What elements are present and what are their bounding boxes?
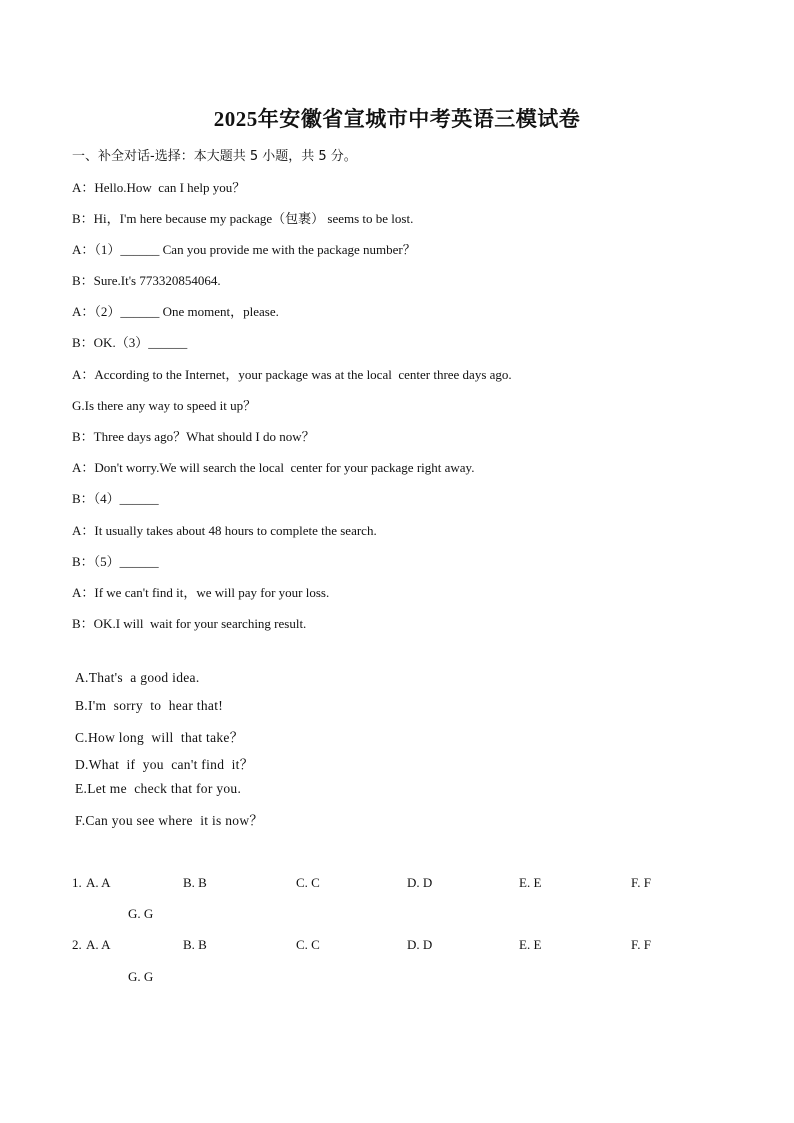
dialogue-line: B：OK.（3）______ xyxy=(72,335,188,350)
dialogue-line: A：Hello.How can I help you？ xyxy=(72,180,246,195)
option-item: B.I'm sorry to hear that! xyxy=(75,698,224,713)
choice-b[interactable]: B. B xyxy=(183,937,207,952)
dialogue-line: B：（4）______ xyxy=(72,491,159,506)
dialogue-line: A：（2）______ One moment，please. xyxy=(72,304,279,319)
choice-g[interactable]: G. G xyxy=(128,906,154,921)
dialogue-line: A：Don't worry.We will search the local center for your package right away. xyxy=(72,460,475,475)
choice-e[interactable]: E. E xyxy=(519,937,542,952)
choice-d[interactable]: D. D xyxy=(407,875,433,890)
option-item: F.Can you see where it is now？ xyxy=(75,813,264,828)
option-item: A.That's a good idea. xyxy=(75,670,200,685)
dialogue-line: B：（5）______ xyxy=(72,554,159,569)
dialogue-line: B：OK.I will wait for your searching result. xyxy=(72,616,307,631)
option-item: E.Let me check that for you. xyxy=(75,781,242,796)
option-item: C.How long will that take？ xyxy=(75,730,244,745)
dialogue-line: B：Hi，I'm here because my package（包裹） seems to be lost. xyxy=(72,211,414,226)
choice-d[interactable]: D. D xyxy=(407,937,433,952)
choice-c[interactable]: C. C xyxy=(296,875,320,890)
dialogue-line: A：（1）______ Can you provide me with the package number？ xyxy=(72,242,416,257)
choice-c[interactable]: C. C xyxy=(296,937,320,952)
dialogue-line: A：It usually takes about 48 hours to complete the search. xyxy=(72,523,377,538)
choice-f[interactable]: F. F xyxy=(631,875,651,890)
question-number: 1. xyxy=(72,875,82,890)
choice-b[interactable]: B. B xyxy=(183,875,207,890)
section-heading: 一、补全对话-选择：本大题共 5 小题，共 5 分。 xyxy=(72,149,357,164)
choice-a[interactable]: A. A xyxy=(86,875,111,890)
option-item: D.What if you can't find it？ xyxy=(75,757,254,772)
choice-f[interactable]: F. F xyxy=(631,937,651,952)
dialogue-line: G.Is there any way to speed it up？ xyxy=(72,398,257,413)
choice-a[interactable]: A. A xyxy=(86,937,111,952)
choice-g[interactable]: G. G xyxy=(128,969,154,984)
dialogue-line: A：According to the Internet，your package was at the local center three days ago. xyxy=(72,367,512,382)
dialogue-line: A：If we can't find it，we will pay for your loss. xyxy=(72,585,330,600)
question-number: 2. xyxy=(72,937,82,952)
choice-e[interactable]: E. E xyxy=(519,875,542,890)
page-title: 2025年安徽省宣城市中考英语三模试卷 xyxy=(213,107,581,131)
dialogue-line: B：Sure.It's 773320854064. xyxy=(72,273,221,288)
dialogue-line: B：Three days ago？What should I do now？ xyxy=(72,429,315,444)
